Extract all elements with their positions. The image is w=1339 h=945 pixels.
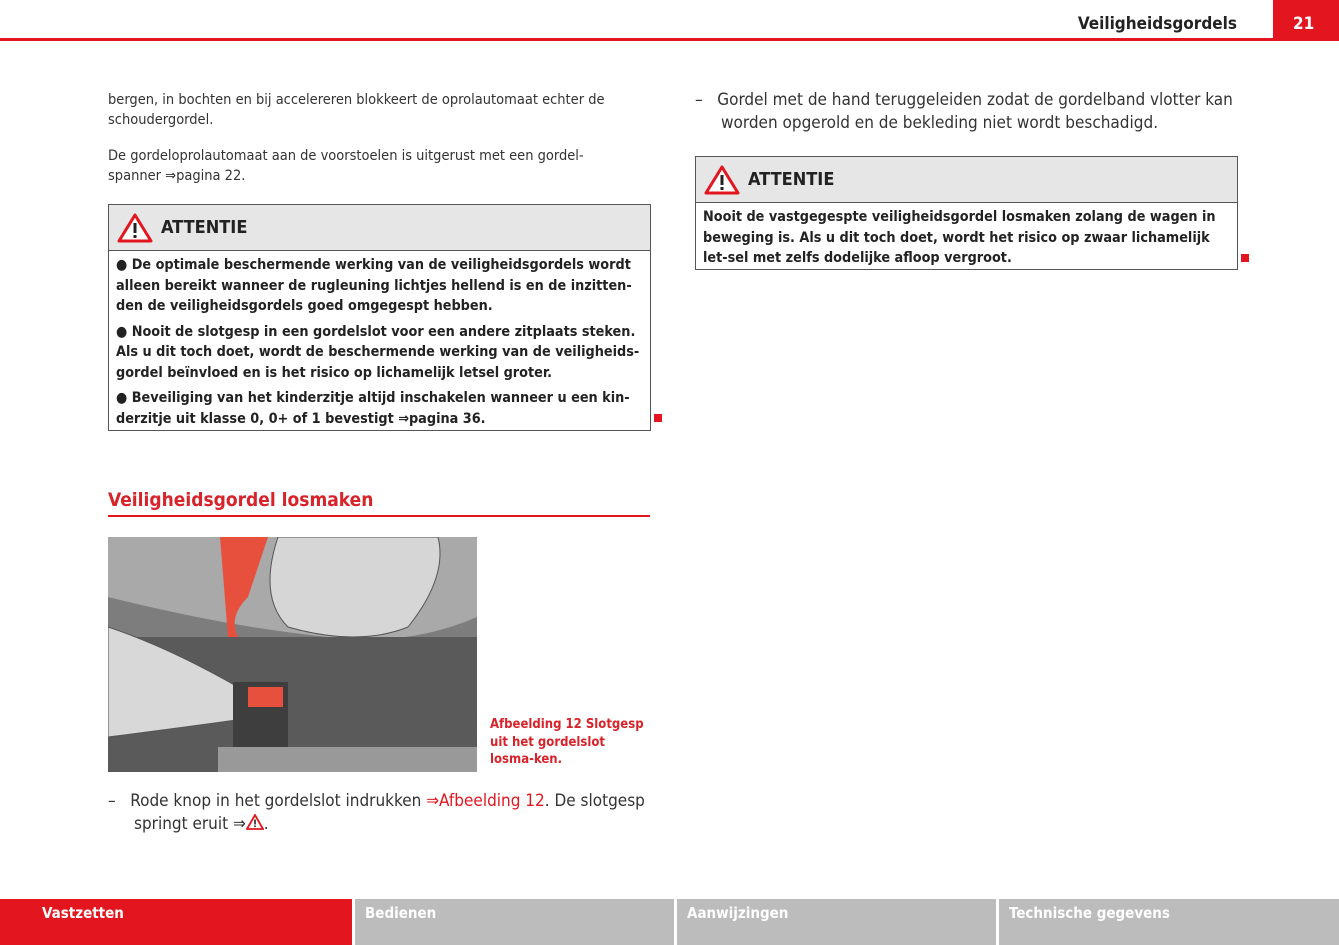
warning-text: Nooit de vastgegespte veiligheidsgordel losmaken zolang de wagen in beweging is. Als u dit toch doet, wordt het risico op zwaar lichamelijk let-sel met zelfs dodelijke afloop vergroot. (703, 209, 1216, 266)
end-marker (654, 414, 662, 422)
header-rule (0, 38, 1339, 41)
instruction-step (695, 89, 1240, 135)
tab-bedienen[interactable]: Bedienen (355, 899, 674, 945)
step-text: Rode knop in het gordelslot indrukken (130, 791, 427, 811)
warning-title: ATTENTIE (748, 169, 835, 190)
paragraph: bergen, in bochten en bij accelereren blokkeert de oprolautomaat echter de schoudergordel. (108, 92, 605, 128)
dash: – (108, 791, 116, 811)
figure-seatbelt-buckle (108, 537, 477, 772)
warning-item: ● De optimale beschermende werking van de veiligheidsgordels wordt alleen bereikt wanneer de rugleuning lichtjes hellend is en de inzitten-den de veiligheidsgordels goed omgegespt hebben. (116, 257, 632, 314)
paragraph: De gordeloprolautomaat aan de voorstoelen is uitgerust met een gordel-spanner ⇒pagina 22. (108, 148, 584, 184)
step-text: . (263, 814, 269, 834)
warning-triangle-icon (117, 213, 153, 243)
warning-box (108, 204, 651, 431)
chapter-title: Veiligheidsgordels (1077, 14, 1237, 34)
warning-title: ATTENTIE (161, 217, 248, 238)
warning-box (695, 156, 1238, 270)
warning-item: ● Nooit de slotgesp in een gordelslot voor een andere zitplaats steken. Als u dit toch doet, wordt de beschermende werking van de veiligheids-gordel beïnvloed en is het risico op lichamelijk letsel groter. (116, 323, 640, 381)
dash: – (695, 90, 703, 110)
end-marker (1241, 254, 1249, 262)
section-title: Veiligheidsgordel losmaken (108, 489, 650, 517)
tab-vastzetten[interactable]: Vastzetten (0, 899, 352, 945)
warning-triangle-icon (704, 165, 740, 195)
chapter-nav (0, 899, 1339, 945)
warning-item: ● Beveiliging van het kinderzitje altijd inschakelen wanneer u een kin-derzitje uit klasse 0, 0+ of 1 bevestigt ⇒pagina 36. (116, 390, 630, 427)
figure-link[interactable]: ⇒Afbeelding 12 (426, 791, 545, 811)
figure-caption: Afbeelding 12 Slotgesp uit het gordelslot losma-ken. (490, 717, 644, 767)
warning-triangle-icon[interactable] (246, 814, 264, 830)
page-number: 21 (1273, 0, 1339, 40)
step-text: Gordel met de hand teruggeleiden zodat de gordelband vlotter kan worden opgerold en de bekleding niet wordt beschadigd. (717, 90, 1233, 133)
step-text: . De slotgesp springt eruit ⇒ (134, 791, 645, 834)
tab-aanwijzingen[interactable]: Aanwijzingen (677, 899, 996, 945)
tab-technische-gegevens[interactable]: Technische gegevens (999, 899, 1339, 945)
instruction-step (108, 790, 653, 836)
